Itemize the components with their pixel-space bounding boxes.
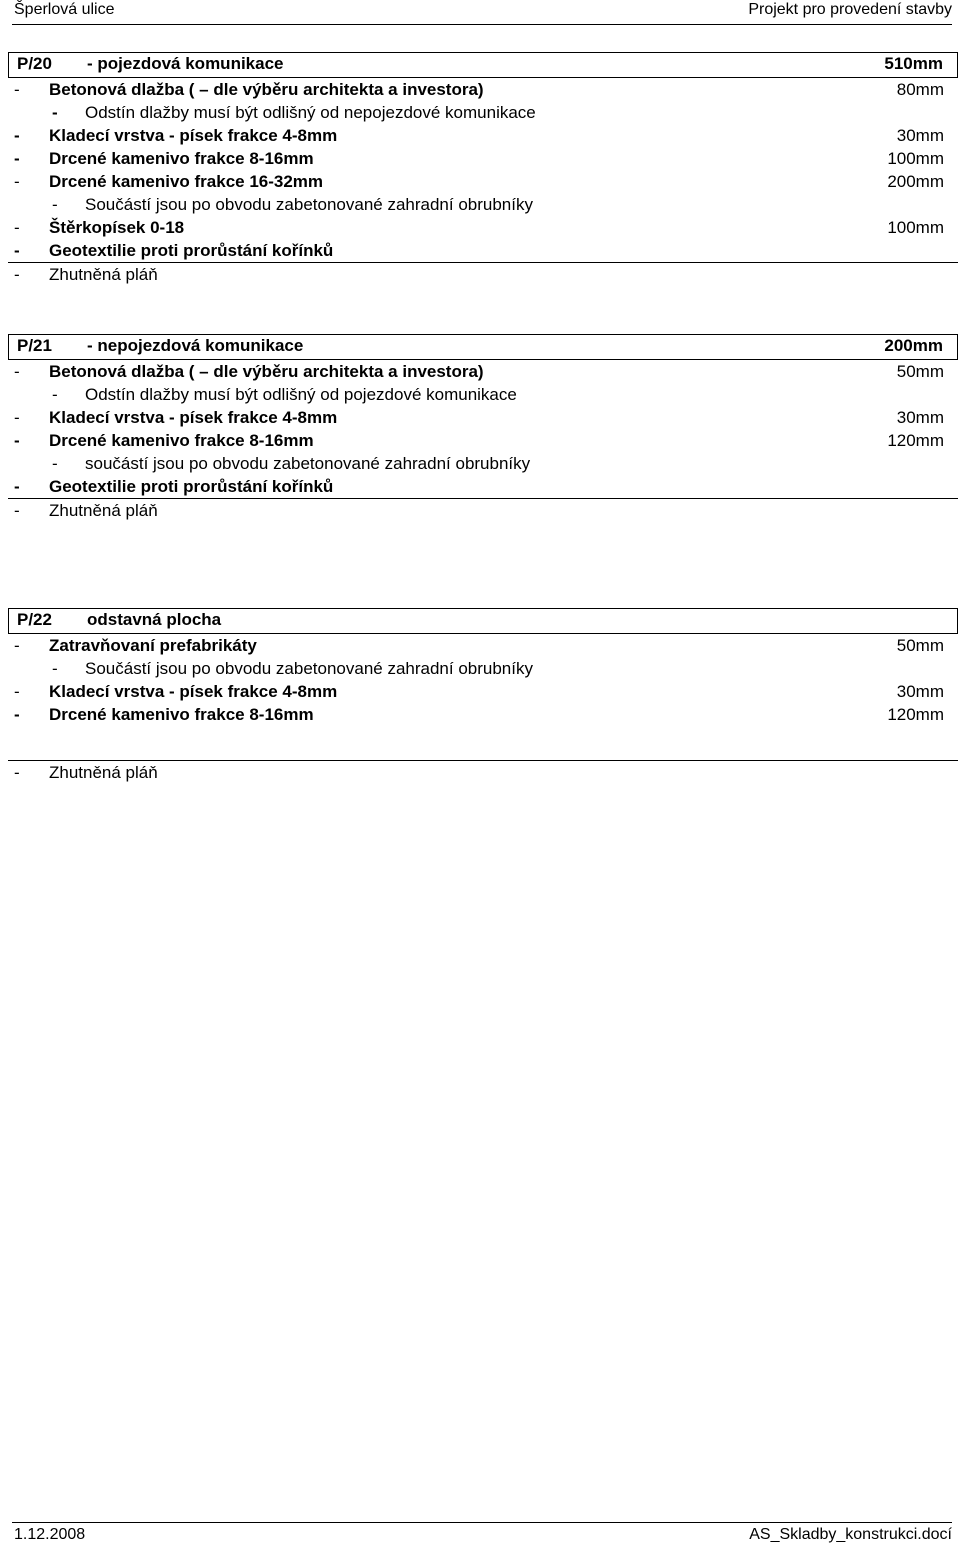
layer-row [8,475,958,499]
layer-row [8,78,958,101]
layer-thickness: 50mm [896,362,944,381]
layer-row [8,124,958,147]
layer-thickness: 80mm [896,80,944,99]
layer-description: Kladecí vrstva - písek frakce 4-8mm [49,408,338,427]
layer-bullet: - [14,172,20,191]
layer-bullet: - [52,195,58,214]
footer-date: 1.12.2008 [14,1526,86,1543]
layer-row [8,263,958,286]
layer-thickness: 50mm [896,636,944,655]
section-p22 [8,608,958,784]
layer-thickness: 100mm [887,149,944,168]
layer-thickness: 120mm [887,431,944,450]
layer-bullet: - [14,265,20,284]
layer-row [8,703,958,726]
section-total-thickness: 200mm [884,336,943,355]
header-document-type: Projekt pro provedení stavby [748,1,952,18]
layer-row [8,360,958,383]
layer-description: Drcené kamenivo frakce 8-16mm [49,149,314,168]
header-project-name: Šperlová ulice [14,1,115,18]
layer-row [8,726,958,761]
section-header [8,52,958,78]
layer-bullet: - [14,126,20,145]
layer-thickness: 100mm [887,218,944,237]
layer-description: Betonová dlažba ( – dle výběru architekta a investora) [49,80,484,99]
layer-row [8,239,958,263]
header-divider [12,24,952,25]
layer-description: součástí jsou po obvodu zabetonované zahradní obrubníky [85,454,531,473]
section-title: - nepojezdová komunikace [87,336,304,355]
layer-bullet: - [14,362,20,381]
layer-thickness: 200mm [887,172,944,191]
layer-description: Drcené kamenivo frakce 8-16mm [49,431,314,450]
layer-description: Štěrkopísek 0-18 [49,218,185,237]
layer-thickness: 30mm [896,408,944,427]
layer-row [8,101,958,124]
layer-description: Kladecí vrstva - písek frakce 4-8mm [49,682,338,701]
section-header [8,608,958,634]
layer-description: Betonová dlažba ( – dle výběru architekta a investora) [49,362,484,381]
layer-thickness: 30mm [896,126,944,145]
layer-bullet: - [14,763,20,782]
section-total-thickness: 510mm [884,54,943,73]
layer-row [8,634,958,657]
layer-row [8,147,958,170]
page-header [14,0,952,26]
section-header [8,334,958,360]
section-p20 [8,52,958,286]
layer-row [8,680,958,703]
layer-description: Geotextilie proti prorůstání kořínků [49,477,334,496]
section-code: P/21 [17,336,52,355]
layer-description: Zhutněná pláň [49,265,158,284]
layer-row [8,383,958,406]
layer-row [8,216,958,239]
layer-description: Geotextilie proti prorůstání kořínků [49,241,334,260]
layer-bullet: - [14,80,20,99]
layer-row [8,452,958,475]
layer-description: Součástí jsou po obvodu zabetonované zahradní obrubníky [85,195,533,214]
layer-row [8,657,958,680]
layer-bullet: - [14,705,20,724]
section-code: P/22 [17,610,52,629]
layer-bullet: - [14,408,20,427]
layer-description: Zatravňovaní prefabrikáty [49,636,257,655]
section-p21 [8,334,958,522]
layer-description: Drcené kamenivo frakce 8-16mm [49,705,314,724]
layer-description: Drcené kamenivo frakce 16-32mm [49,172,324,191]
layer-bullet: - [52,385,58,404]
layer-description: Odstín dlažby musí být odlišný od pojezdové komunikace [85,385,517,404]
layer-bullet: - [14,218,20,237]
layer-bullet: - [14,241,20,260]
layer-bullet: - [52,103,58,122]
layer-bullet: - [52,659,58,678]
layer-bullet: - [14,431,20,450]
footer-divider [12,1522,952,1523]
layer-description: Odstín dlažby musí být odlišný od nepojezdové komunikace [85,103,536,122]
layer-row [8,406,958,429]
section-title: - pojezdová komunikace [87,54,284,73]
layer-description: Součástí jsou po obvodu zabetonované zahradní obrubníky [85,659,533,678]
layer-row [8,193,958,216]
layer-row [8,429,958,452]
section-title: odstavná plocha [87,610,222,629]
layer-row [8,761,958,784]
layer-bullet: - [14,636,20,655]
layer-thickness: 120mm [887,705,944,724]
layer-bullet: - [14,682,20,701]
layer-bullet: - [14,501,20,520]
layer-description: Zhutněná pláň [49,763,158,782]
layer-bullet: - [14,477,20,496]
layer-bullet: - [14,149,20,168]
layer-row [8,499,958,522]
layer-row [8,170,958,193]
layer-description: Zhutněná pláň [49,501,158,520]
layer-bullet: - [52,454,58,473]
layer-thickness: 30mm [896,682,944,701]
layer-description: Kladecí vrstva - písek frakce 4-8mm [49,126,338,145]
footer-filename: AS_Skladby_konstrukci.docí [749,1526,952,1543]
section-code: P/20 [17,54,52,73]
